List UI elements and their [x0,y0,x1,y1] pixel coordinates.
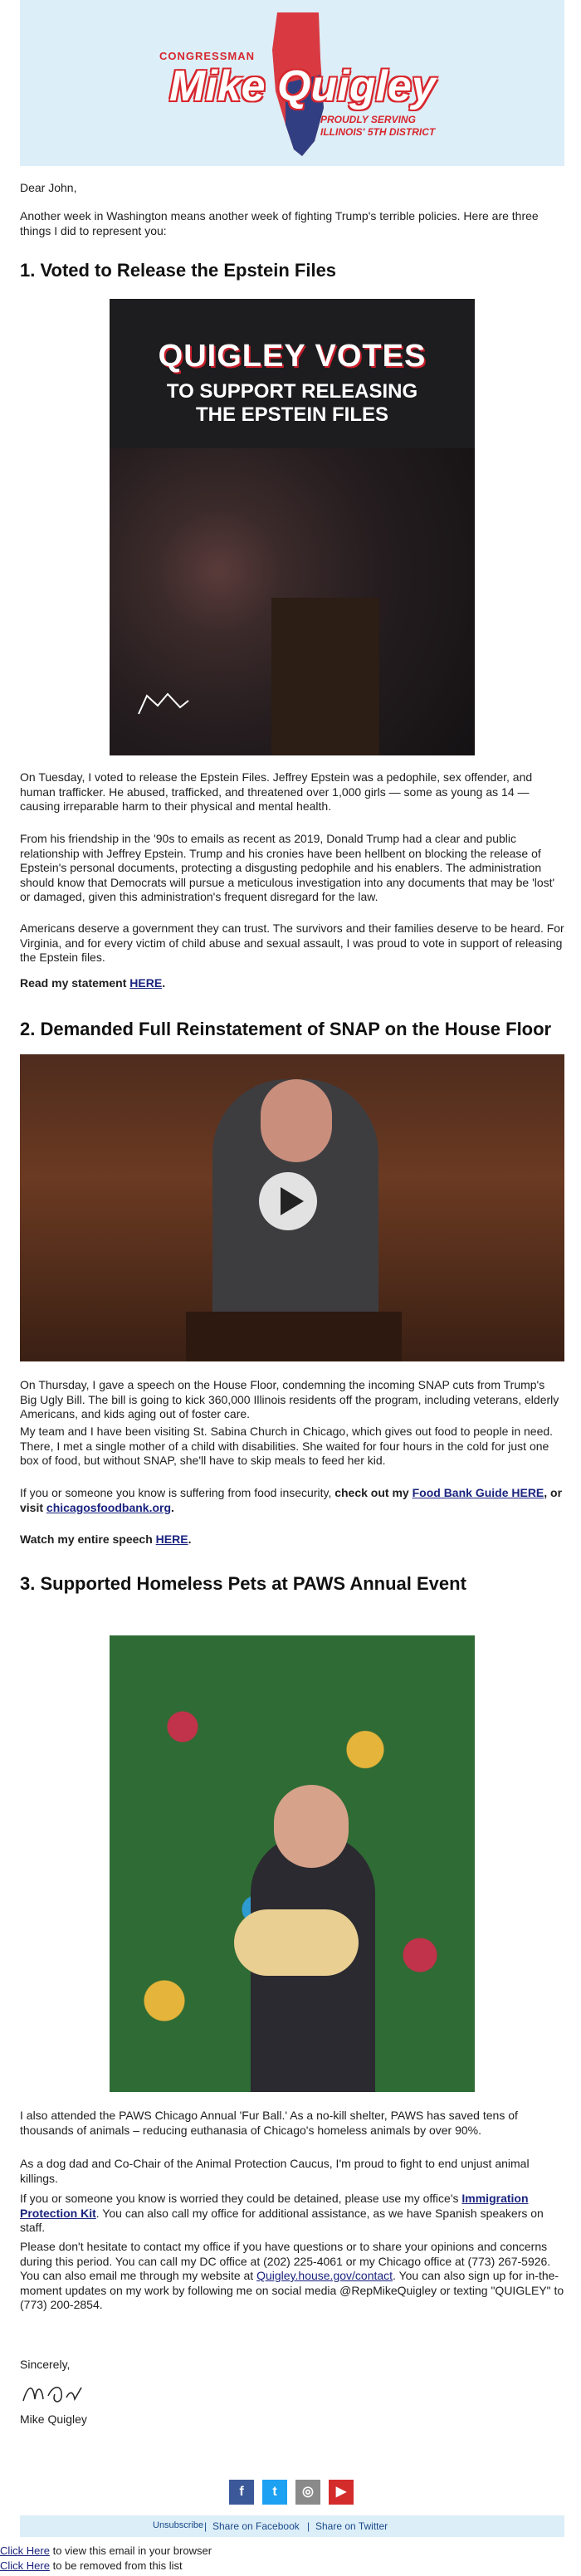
image-subheadline [110,380,475,426]
play-icon [281,1187,304,1215]
speaker-face [261,1079,332,1162]
section3-heading: 3. Supported Homeless Pets at PAWS Annual Event [20,1573,466,1594]
immigration-kit-link[interactable]: Immigration Protection Kit [20,2192,529,2220]
food-prefix: If you or someone you know is suffering from food insecurity, [20,1486,335,1499]
logo-name: Mike Quigley [169,62,436,110]
tagline-2: ILLINOIS' 5TH DISTRICT [320,126,436,138]
remove-from-list [0,2559,183,2573]
separator-1: | [204,2520,208,2532]
header-banner [20,0,564,166]
greeting: Dear John, [20,181,77,194]
facebook-icon[interactable]: f [229,2480,254,2505]
image-subheadline-1: TO SUPPORT RELEASING [166,380,418,403]
section2-paragraph-1: On Thursday, I gave a speech on the House Floor, condemning the incoming SNAP cuts from Trump's Big Ugly Bill. The bill is going to kick 360,000 Illinois residents off the program, including veterans, elderly Americans, and kids aging out of foster care. [20,1378,559,1420]
chicagos-food-bank-link[interactable]: chicagosfoodbank.org [46,1500,172,1514]
sincerely: Sincerely, [20,2358,71,2371]
read-statement-prefix: Read my statement [20,976,130,990]
podium [271,598,379,755]
section1-paragraph-3: Americans deserve a government they can trust. The survivors and their families deserve to be heard. For Virginia, and for every victim of child abuse and sexual assault, I was proud to vote in support of releasing the Epstein files. [20,921,564,964]
puppy [234,1909,359,1976]
tagline-1: PROUDLY SERVING [320,114,416,125]
logo-mark-icon [134,689,193,722]
read-statement-suffix: . [162,976,166,990]
youtube-icon[interactable]: ▶ [329,2480,354,2505]
food-mid: , or visit [20,1486,563,1514]
image-subheadline-2: THE EPSTEIN FILES [195,403,389,426]
view-in-browser-link[interactable]: Click Here [0,2544,50,2557]
contact-link[interactable]: Quigley.house.gov/contact [256,2269,393,2282]
watch-prefix: Watch my entire speech [20,1532,156,1546]
lectern [186,1312,402,1361]
image-headline: QUIGLEY VOTES [158,339,427,374]
section1-heading: 1. Voted to Release the Epstein Files [20,260,337,281]
immigration-prefix: If you or someone you know is worried they could be detained, please use my office's [20,2192,462,2205]
view-in-browser [0,2544,212,2558]
signature-icon [20,2376,86,2409]
immigration-text [20,2192,564,2236]
instagram-icon[interactable]: ◎ [295,2480,320,2505]
share-twitter-link[interactable]: Share on Twitter [315,2520,388,2532]
signature-name: Mike Quigley [20,2412,87,2426]
unsubscribe-link[interactable]: Unsubscribe [153,2520,204,2530]
twitter-icon[interactable]: t [262,2480,287,2505]
statement-link[interactable]: HERE [129,976,163,990]
remove-link[interactable]: Click Here [0,2559,50,2572]
watch-suffix: . [188,1532,192,1546]
contact-suffix: . You can also sign up for in-the-moment updates on my work by following me on social media @RepMikeQuigley or texting "QUIGLEY" to (773) 200-2854. [20,2269,564,2311]
paws-event-image [110,1635,475,2092]
separator-2: | [307,2520,310,2532]
congressman-face [274,1785,349,1868]
section3-paragraph-1: I also attended the PAWS Chicago Annual 'Fur Ball.' As a no-kill shelter, PAWS has saved tens of thousands of animals – reducing euthanasia of Chicago's homeless animals by over 90%. [20,2109,518,2137]
section1-paragraph-2: From his friendship in the '90s to emails as recent as 2019, Donald Trump had a clear and public relationship with Jeffrey Epstein. Trump and his cronies have been hellbent on blocking the release of Epstein's personal documents, protecting a disgusting pedophile and his enablers. The administration should know that Democrats will pursue a meticulous investigation into any documents that may be 'lost' or damaged, given this administration's frequent disregard for the law. [20,832,555,903]
food-suffix: . [171,1500,174,1514]
food-bold: check out my [334,1486,413,1499]
section1-paragraph-1: On Tuesday, I voted to release the Epstein Files. Jeffrey Epstein was a pedophile, sex offender, and human trafficker. He abused, trafficked, and threatened over 1,000 girls — some as young as 14 — causing irreparable harm to their physical and mental health. [20,770,533,813]
read-statement [20,976,564,991]
speech-link[interactable]: HERE [155,1532,188,1546]
epstein-image [110,299,475,755]
congressman-label: CONGRESSMAN [159,50,256,62]
food-insecurity-text [20,1486,564,1515]
remove-text: to be removed from this list [49,2559,183,2572]
food-bank-guide-link[interactable]: Food Bank Guide HERE [412,1486,544,1499]
contact-prefix: Please don't hesitate to contact my office if you have questions or to share your opinions and concerns during this period. You can call my DC office at (202) 225-4061 or my Chicago office at (773) 267-5926. You can also email me through my website at [20,2240,551,2282]
contact-text [20,2240,564,2313]
view-in-browser-text: to view this email in your browser [49,2544,212,2557]
intro-text: Another week in Washington means another week of fighting Trump's terrible policies. Here are three things I did to represent you: [20,209,539,237]
footer-bar [20,2515,564,2537]
section3-paragraph-2: As a dog dad and Co-Chair of the Animal Protection Caucus, I'm proud to fight to end unjust animal killings. [20,2157,530,2185]
immigration-suffix: . You can also call my office for additional assistance, as we have Spanish speakers on staff. [20,2206,544,2234]
house-floor-video[interactable] [20,1054,564,1361]
share-facebook-link[interactable]: Share on Facebook [212,2520,300,2532]
section2-heading: 2. Demanded Full Reinstatement of SNAP on the House Floor [20,1019,552,1039]
section2-paragraph-2: My team and I have been visiting St. Sabina Church in Chicago, which gives out food to people in need. There, I met a single mother of a child with disabilities. She waited for four hours in the cold for just one box of food, but without SNAP, she'll have to skip meals to feed her kid. [20,1425,554,1467]
watch-speech [20,1532,564,1547]
